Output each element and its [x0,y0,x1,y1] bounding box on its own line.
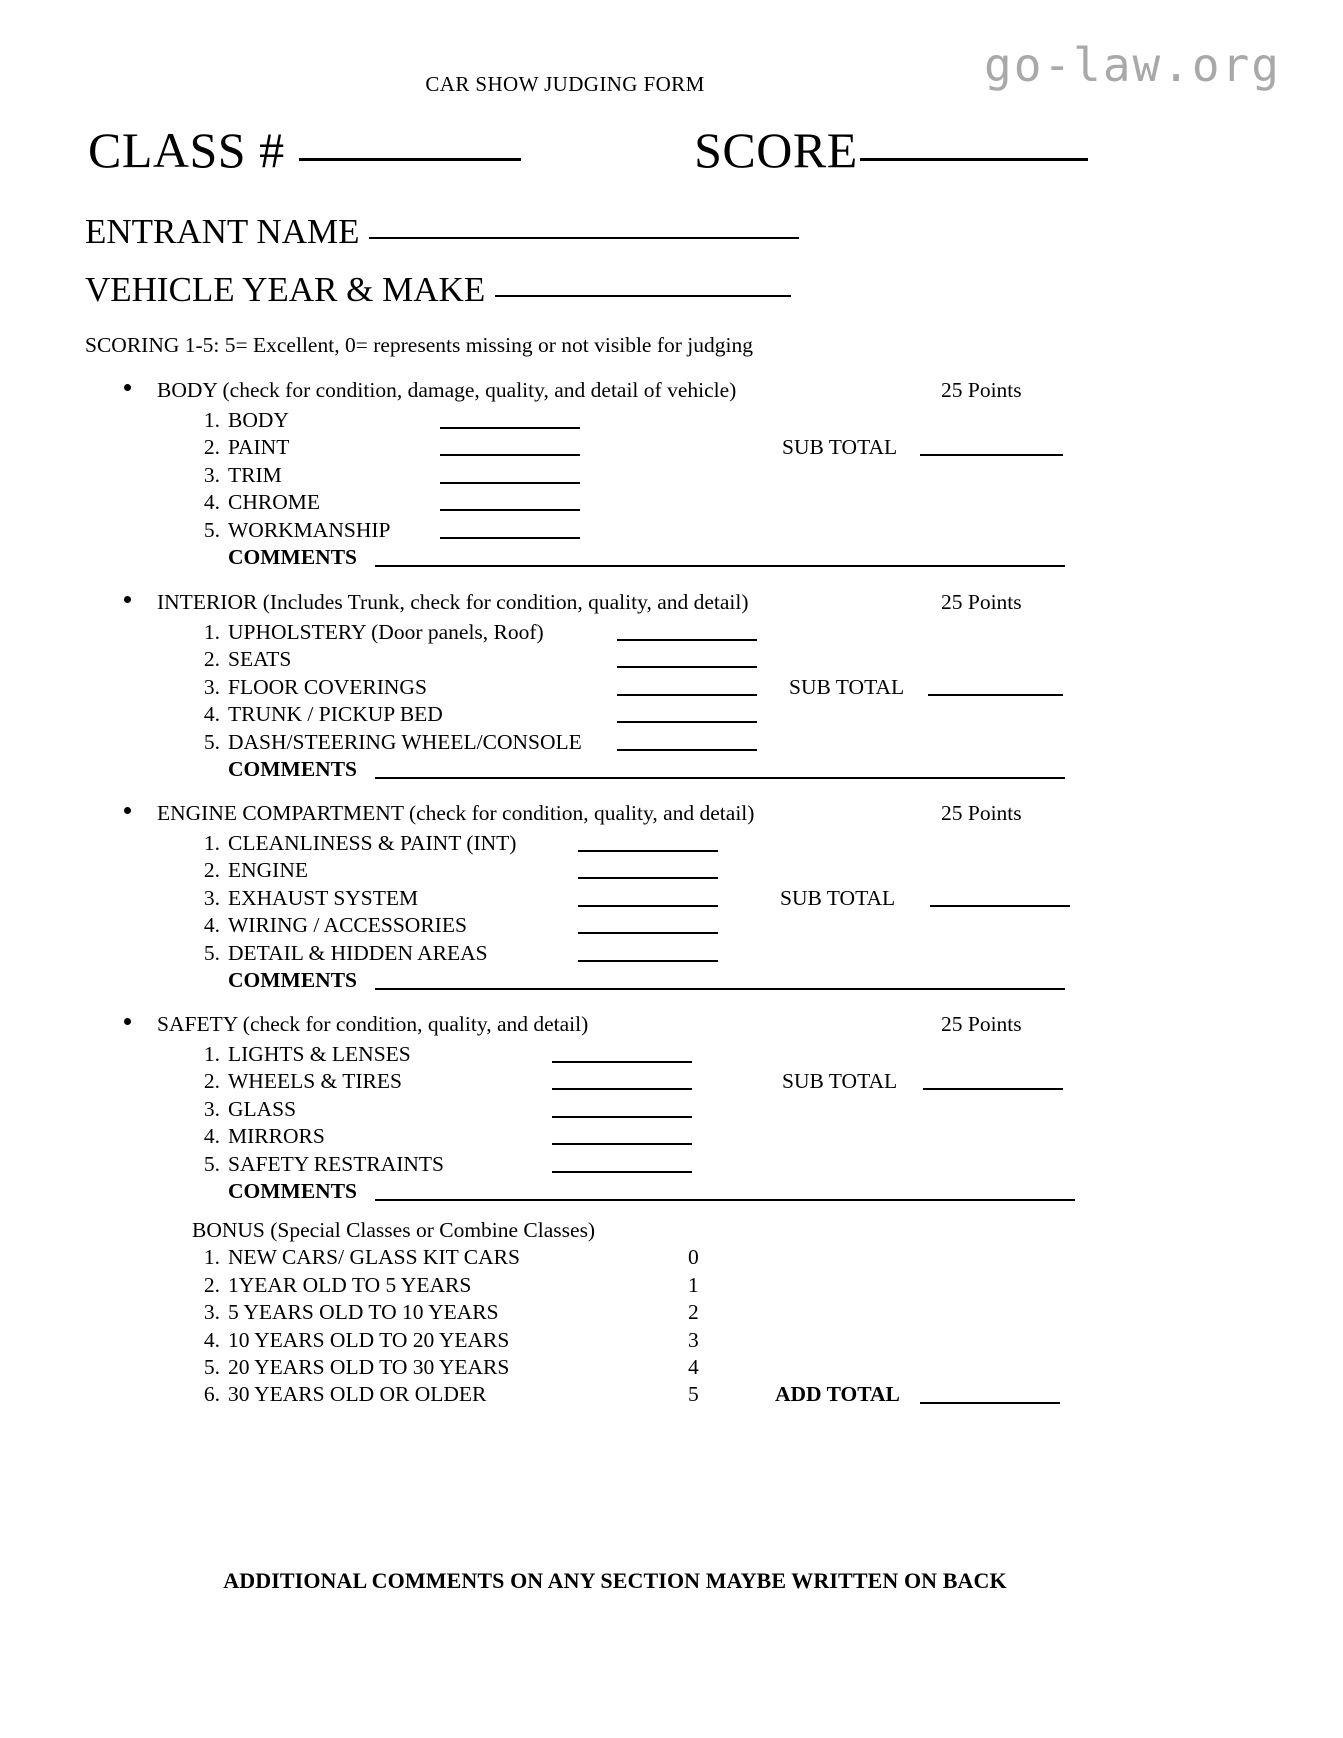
bullet-icon [124,384,131,391]
comments-label: COMMENTS [228,544,357,569]
section-title: INTERIOR (Includes Trunk, check for condition, quality, and detail) [157,590,749,614]
comments-row [0,545,1343,572]
bonus-number: 2. [203,1272,220,1297]
comments-label: COMMENTS [228,967,357,992]
item-label: EXHAUST SYSTEM [228,885,419,910]
item-score-field[interactable] [617,721,757,723]
scoring-instructions: SCORING 1-5: 5= Excellent, 0= represents missing or not visible for judging [85,333,753,357]
item-number: 5. [203,729,220,754]
item-score-field[interactable] [578,932,718,934]
item-score-field[interactable] [440,427,580,429]
item-number: 3. [203,885,220,910]
bonus-number: 6. [203,1382,220,1407]
item-label: SEATS [228,647,292,672]
comments-field[interactable] [375,777,1065,779]
item-score-field[interactable] [552,1061,692,1063]
section-header [0,590,1343,620]
bonus-row [0,1382,1343,1409]
sub-total-label: SUB TOTAL [780,885,896,910]
item-number: 1. [203,408,220,432]
section-title: BODY (check for condition, damage, quality, and detail of vehicle) [157,378,737,402]
score-item-row [0,730,1343,757]
class-score-row [88,122,1088,178]
score-item-row [0,831,1343,858]
scoring-section [0,378,1343,572]
item-number: 5. [203,1151,220,1176]
item-score-field[interactable] [440,454,580,456]
item-score-field[interactable] [578,850,718,852]
comments-field[interactable] [375,988,1065,990]
vehicle-year-make-label: VEHICLE YEAR & MAKE [85,270,486,309]
item-label: PAINT [228,435,290,460]
item-label: UPHOLSTERY (Door panels, Roof) [228,620,544,644]
vehicle-year-make-field[interactable] [495,295,791,297]
sub-total-field[interactable] [930,905,1070,907]
bonus-number: 1. [203,1245,220,1270]
sub-total-field[interactable] [928,694,1063,696]
item-number: 4. [203,913,220,938]
item-label: CLEANLINESS & PAINT (INT) [228,831,517,855]
item-label: GLASS [228,1096,297,1121]
bonus-row [0,1300,1343,1327]
section-points: 25 Points [941,590,1022,614]
vehicle-year-make-row [85,272,791,307]
bullet-icon [124,1018,131,1025]
section-header [0,378,1343,408]
add-total-label: ADD TOTAL [775,1382,900,1407]
score-item-row [0,913,1343,940]
sub-total-field[interactable] [920,454,1063,456]
item-label: WORKMANSHIP [228,517,391,542]
score-item-row [0,1124,1343,1151]
sub-total-field[interactable] [923,1088,1063,1090]
item-label: DETAIL & HIDDEN AREAS [228,940,488,965]
bonus-row [0,1273,1343,1300]
item-label: SAFETY RESTRAINTS [228,1151,445,1176]
entrant-name-row [85,214,799,249]
score-item-row [0,435,1343,462]
item-score-field[interactable] [578,905,718,907]
bonus-section [0,1218,1343,1410]
item-number: 3. [203,462,220,487]
site-watermark: go-law.org [984,38,1281,92]
item-label: FLOOR COVERINGS [228,674,427,699]
item-score-field[interactable] [617,666,757,668]
score-item-row [0,490,1343,517]
item-score-field[interactable] [617,749,757,751]
bonus-number: 3. [203,1300,220,1325]
bonus-label: 30 YEARS OLD OR OLDER [228,1382,487,1407]
item-score-field[interactable] [578,877,718,879]
item-label: WIRING / ACCESSORIES [228,913,467,938]
bonus-value: 1 [688,1272,699,1297]
entrant-name-label: ENTRANT NAME [85,212,360,251]
bonus-label: 1YEAR OLD TO 5 YEARS [228,1272,472,1297]
entrant-name-field[interactable] [369,237,799,239]
class-number-field[interactable] [299,158,521,161]
score-item-row [0,620,1343,647]
bonus-value: 0 [688,1245,699,1270]
comments-field[interactable] [375,565,1065,567]
bonus-label: 5 YEARS OLD TO 10 YEARS [228,1300,499,1325]
item-number: 1. [203,831,220,855]
comments-row [0,1179,1343,1206]
score-item-row [0,675,1343,702]
item-number: 1. [203,620,220,644]
item-score-field[interactable] [552,1171,692,1173]
add-total-field[interactable] [920,1402,1060,1404]
item-number: 5. [203,940,220,965]
score-item-row [0,1152,1343,1179]
item-score-field[interactable] [440,537,580,539]
score-item-row [0,941,1343,968]
item-label: CHROME [228,490,320,515]
sub-total-label: SUB TOTAL [789,674,905,699]
item-label: TRUNK / PICKUP BED [228,702,443,727]
section-points: 25 Points [941,1012,1022,1036]
section-title: ENGINE COMPARTMENT (check for condition, quality, and detail) [157,801,755,825]
scoring-section [0,801,1343,995]
item-label: DASH/STEERING WHEEL/CONSOLE [228,729,582,754]
item-label: BODY [228,408,289,432]
item-number: 2. [203,858,220,883]
comments-label: COMMENTS [228,1178,357,1203]
section-points: 25 Points [941,378,1022,402]
item-score-field[interactable] [617,694,757,696]
item-score-field[interactable] [440,509,580,511]
bonus-label: 20 YEARS OLD TO 30 YEARS [228,1354,510,1379]
item-number: 4. [203,490,220,515]
bonus-row [0,1355,1343,1382]
item-number: 5. [203,517,220,542]
bonus-value: 4 [688,1354,699,1379]
item-number: 4. [203,702,220,727]
comments-row [0,968,1343,995]
page-title: CAR SHOW JUDGING FORM [425,72,705,96]
item-number: 2. [203,1069,220,1094]
bonus-row [0,1245,1343,1272]
bonus-label: 10 YEARS OLD TO 20 YEARS [228,1327,510,1352]
item-label: TRIM [228,462,282,487]
bonus-value: 5 [688,1382,699,1407]
item-label: WHEELS & TIRES [228,1069,402,1094]
bullet-icon [124,596,131,603]
score-item-row [0,1042,1343,1069]
score-item-row [0,518,1343,545]
bonus-title-row [0,1218,1343,1245]
comments-label: COMMENTS [228,756,357,781]
item-label: MIRRORS [228,1124,325,1149]
item-score-field[interactable] [440,482,580,484]
item-score-field[interactable] [552,1116,692,1118]
bonus-title: BONUS (Special Classes or Combine Classes) [192,1218,596,1242]
footer-note: ADDITIONAL COMMENTS ON ANY SECTION MAYBE WRITTEN ON BACK [223,1568,1007,1593]
section-header [0,801,1343,831]
score-item-row [0,886,1343,913]
scoring-section [0,1012,1343,1206]
bonus-label: NEW CARS/ GLASS KIT CARS [228,1245,520,1270]
sub-total-label: SUB TOTAL [782,435,898,460]
item-number: 2. [203,435,220,460]
bonus-row [0,1328,1343,1355]
item-number: 1. [203,1042,220,1066]
item-number: 4. [203,1124,220,1149]
item-label: LIGHTS & LENSES [228,1042,411,1066]
score-item-row [0,1097,1343,1124]
item-number: 3. [203,674,220,699]
score-item-row [0,463,1343,490]
class-number-label: CLASS # [88,122,285,178]
score-item-row [0,702,1343,729]
bonus-value: 2 [688,1300,699,1325]
score-item-row [0,858,1343,885]
score-item-row [0,647,1343,674]
score-item-row [0,1069,1343,1096]
bonus-value: 3 [688,1327,699,1352]
section-points: 25 Points [941,801,1022,825]
score-label: SCORE [694,122,858,178]
score-item-row [0,408,1343,435]
item-score-field[interactable] [552,1088,692,1090]
item-number: 2. [203,647,220,672]
item-label: ENGINE [228,858,309,883]
item-score-field[interactable] [617,639,757,641]
section-title: SAFETY (check for condition, quality, and detail) [157,1012,589,1036]
bonus-number: 5. [203,1354,220,1379]
bullet-icon [124,807,131,814]
item-number: 3. [203,1096,220,1121]
item-score-field[interactable] [552,1143,692,1145]
score-field[interactable] [860,158,1088,161]
comments-field[interactable] [375,1199,1075,1201]
comments-row [0,757,1343,784]
scoring-section [0,590,1343,784]
sub-total-label: SUB TOTAL [782,1069,898,1094]
section-header [0,1012,1343,1042]
item-score-field[interactable] [578,960,718,962]
bonus-number: 4. [203,1327,220,1352]
